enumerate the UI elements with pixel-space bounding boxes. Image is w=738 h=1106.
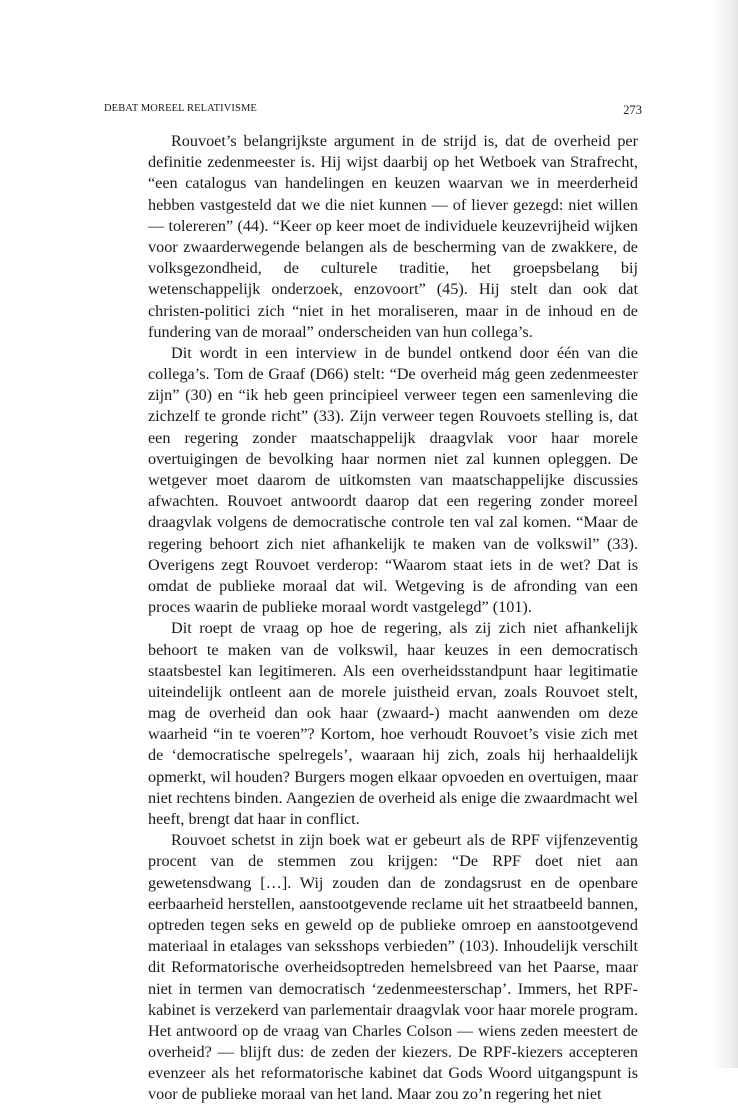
body-text — [148, 131, 638, 1106]
paragraph: Dit wordt in een interview in de bundel ontkend door één van die collega’s. Tom de Graaf (D66) stelt: “De overheid mág geen zedenmeester zijn” (30) en “ik heb geen principieel verweer tegen een samenleving die zichzelf te gronde richt” (33). Zijn verweer tegen Rouvoets stelling is, dat een regering zonder maatschappelijk draagvlak voor haar morele overtuigingen de bevolking haar normen niet zal kunnen opleggen. De wetgever moet daarom de uitkomsten van maatschappelijke discussies afwachten. Rouvoet antwoordt daarop dat een regering zonder moreel draagvlak volgens de democratische controle ten val zal komen. “Maar de regering behoort zich niet afhankelijk te maken van de volkswil” (33). Overigens zegt Rouvoet verderop: “Waarom staat iets in de wet? Dat is omdat de publieke moraal dat wil. Wetgeving is de afronding van een proces waarin de publieke moraal wordt vastgelegd” (101). — [148, 343, 638, 617]
paragraph: Dit roept de vraag op hoe de regering, als zij zich niet afhankelijk behoort te maken van de volkswil, haar keuzes in een democratisch staatsbestel kan legitimeren. Als een overheidsstandpunt haar legitimatie uiteindelijk ontleent aan de morele juistheid ervan, zoals Rouvoet stelt, mag de overheid dan ook haar (zwaard-) macht aanwenden om deze waarheid “in te voeren”? Kortom, hoe verhoudt Rouvoet’s visie zich met de ‘democratische spelregels’, waaraan hij zich, zoals hij herhaaldelijk opmerkt, wil houden? Burgers mogen elkaar opvoeden en overtuigen, maar niet rechtens binden. Aangezien de overheid als enige die zwaardmacht wel heeft, brengt dat haar in conflict. — [148, 619, 638, 828]
running-header — [104, 103, 642, 119]
paragraph: Rouvoet’s belangrijkste argument in de strijd is, dat de overheid per definitie zedenmeester is. Hij wijst daarbij op het Wetboek van Strafrecht, “een catalogus van handelingen en keuzen waarvan we in meerderheid hebben vastgesteld dat we die niet kunnen — of liever gezegd: niet willen — tolereren” (44). “Keer op keer moet de individuele keuzevrijheid wijken voor zwaarderwegende belangen als de bescherming van de zwakkere, de volksgezondheid, de culturele traditie, het groepsbelang bij wetenschappelijk onderzoek, enzovoort” (45). Hij stelt dan ook dat christen-politici zich “niet in het moraliseren, maar in de inhoud en de fundering van de moraal” onderscheiden van hun collega’s. — [148, 132, 638, 341]
scan-page-edge — [712, 0, 738, 1068]
page-number: 273 — [623, 103, 642, 117]
paragraph: Rouvoet schetst in zijn boek wat er gebeurt als de RPF vijfenzeventig procent van de stemmen zou krijgen: “De RPF doet niet aan gewetensdwang […]. Wij zouden dan de zondagsrust en de openbare eerbaarheid herstellen, aanstootgevende reclame uit het straatbeeld bannen, optreden tegen seks en geweld op de publieke omroep en aanstootgevend materiaal in etalages van seksshops verbieden” (103). Inhoudelijk verschilt dit Reformatorische overheidsoptreden hemelsbreed van het Paarse, maar niet in termen van democratisch ‘zedenmeesterschap’. Immers, het RPF-kabinet is verzekerd van parlementair draagvlak voor haar morele program. Het antwoord op de vraag van Charles Colson — wiens zeden meestert de overheid? — blijft dus: de zeden der kiezers. De RPF-kiezers accepteren evenzeer als het reformatorische kabinet dat Gods Woord uitgangspunt is voor de publieke moraal van het land. Maar zou zo’n regering het niet — [148, 831, 638, 1104]
running-title: DEBAT MOREEL RELATIVISME — [104, 103, 257, 114]
